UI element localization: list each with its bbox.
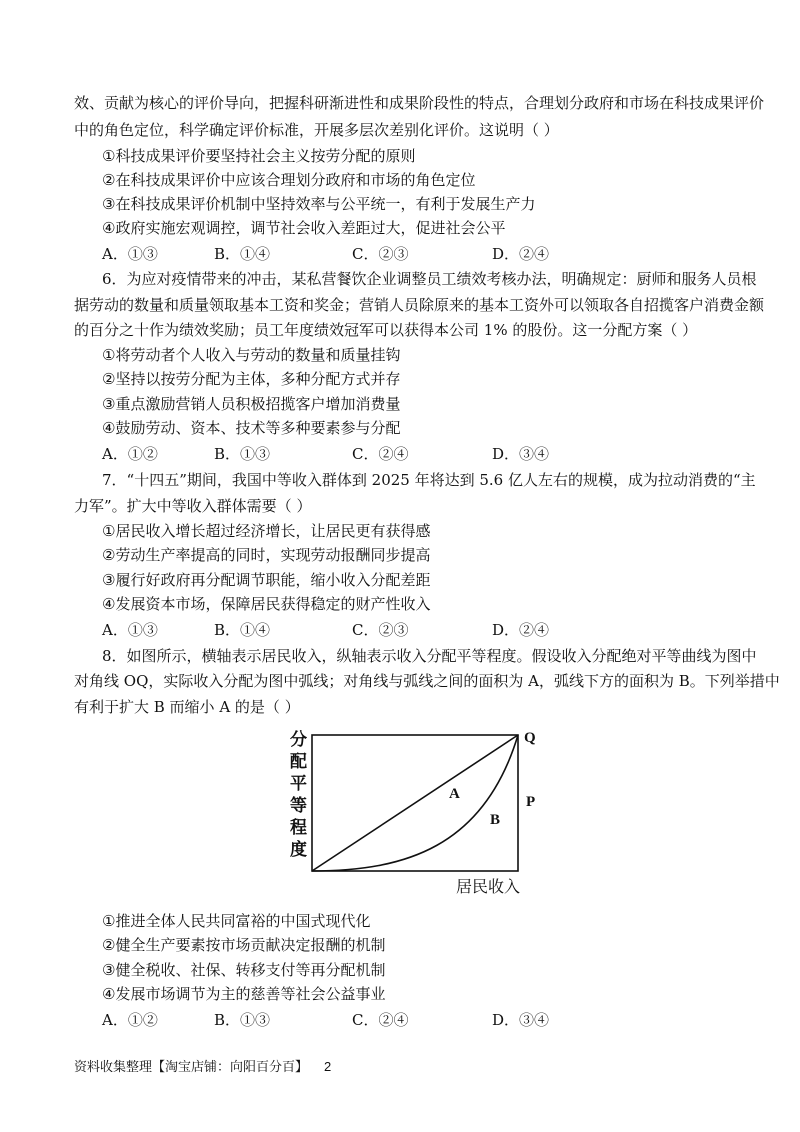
q7-item-2: ②劳动生产率提高的同时，实现劳动报酬同步提高 bbox=[102, 547, 431, 564]
q7-stem-line-2: 力军”。扩大中等收入群体需要（ ） bbox=[74, 497, 312, 515]
q7-item-4: ④发展资本市场，保障居民获得稳定的财产性收入 bbox=[102, 596, 431, 613]
y-axis-label-char: 程 bbox=[290, 818, 307, 838]
q5-stem-line-2: 中的角色定位，科学确定评价标准，开展多层次差别化评价。这说明（ ） bbox=[74, 121, 559, 139]
footer-source-text: 资料收集整理【淘宝店铺：向阳百分百】 bbox=[74, 1060, 309, 1075]
q8-item-3: ③健全税收、社保、转移支付等再分配机制 bbox=[102, 962, 386, 979]
lorenz-curve-figure bbox=[284, 728, 544, 898]
q6-choice-a[interactable]: A．①② bbox=[102, 445, 158, 463]
q6-stem-line-1: 6．为应对疫情带来的冲击，某私营餐饮企业调整员工绩效考核办法，明确规定：厨师和服务人员根 bbox=[102, 270, 757, 288]
q8-item-1: ①推进全体人民共同富裕的中国式现代化 bbox=[102, 913, 371, 930]
area-a-label: A bbox=[449, 786, 460, 802]
q6-choices bbox=[102, 444, 722, 464]
q8-stem-line-1: 8．如图所示，横轴表示居民收入，纵轴表示收入分配平等程度。假设收入分配绝对平等曲线为图中 bbox=[102, 647, 757, 665]
y-axis-label-char: 等 bbox=[290, 796, 307, 816]
page-footer bbox=[74, 1058, 331, 1077]
q8-item-2: ②健全生产要素按市场贡献决定报酬的机制 bbox=[102, 937, 386, 954]
x-axis-label: 居民收入 bbox=[456, 877, 521, 896]
q7-choices bbox=[102, 620, 722, 640]
page-number: 2 bbox=[324, 1059, 332, 1074]
q5-item-3: ③在科技成果评价机制中坚持效率与公平统一，有利于发展生产力 bbox=[102, 196, 536, 213]
q8-choices bbox=[102, 1010, 722, 1030]
q5-item-2: ②在科技成果评价中应该合理划分政府和市场的角色定位 bbox=[102, 172, 476, 189]
q8-choice-d[interactable]: D．③④ bbox=[492, 1011, 550, 1029]
q5-choices bbox=[102, 244, 722, 264]
q7-item-3: ③履行好政府再分配调节职能，缩小收入分配差距 bbox=[102, 572, 431, 589]
q7-choice-d[interactable]: D．②④ bbox=[492, 621, 550, 639]
q7-item-1: ①居民收入增长超过经济增长，让居民更有获得感 bbox=[102, 523, 431, 540]
point-q-label: Q bbox=[524, 730, 536, 746]
q6-item-3: ③重点激励营销人员积极招揽客户增加消费量 bbox=[102, 396, 401, 413]
q7-stem-line-1: 7．“十四五”期间，我国中等收入群体到 2025 年将达到 5.6 亿人左右的规模，成为拉动消费的“主 bbox=[102, 471, 756, 489]
equality-diagonal-oq bbox=[312, 735, 518, 871]
y-axis-label-char: 配 bbox=[290, 752, 307, 772]
q7-choice-b[interactable]: B．①④ bbox=[214, 621, 271, 639]
q5-choice-c[interactable]: C．②③ bbox=[352, 245, 409, 263]
q6-item-2: ②坚持以按劳分配为主体，多种分配方式并存 bbox=[102, 371, 401, 388]
q6-stem-line-3: 的百分之十作为绩效奖励；员工年度绩效冠军可以获得本公司 1% 的股份。这一分配方案（ ） bbox=[74, 321, 698, 339]
q6-item-4: ④鼓励劳动、资本、技术等多种要素参与分配 bbox=[102, 420, 401, 437]
point-p-label: P bbox=[526, 794, 536, 810]
q7-choice-a[interactable]: A．①③ bbox=[102, 621, 158, 639]
y-axis-label-char: 分 bbox=[290, 730, 307, 750]
q8-stem-line-2: 对角线 OQ，实际收入分配为图中弧线；对角线与弧线之间的面积为 A，弧线下方的面积为 B。下列举措中 bbox=[74, 672, 780, 690]
q5-item-4: ④政府实施宏观调控，调节社会收入差距过大，促进社会公平 bbox=[102, 220, 506, 237]
lorenz-curve-svg bbox=[284, 728, 544, 898]
q5-choice-d[interactable]: D．②④ bbox=[492, 245, 550, 263]
q6-item-1: ①将劳动者个人收入与劳动的数量和质量挂钩 bbox=[102, 347, 401, 364]
q8-stem-line-3: 有利于扩大 B 而缩小 A 的是（ ） bbox=[74, 698, 300, 716]
q7-choice-c[interactable]: C．②③ bbox=[352, 621, 409, 639]
q5-item-1: ①科技成果评价要坚持社会主义按劳分配的原则 bbox=[102, 148, 416, 165]
y-axis-label-char: 平 bbox=[290, 774, 307, 794]
q6-choice-d[interactable]: D．③④ bbox=[492, 445, 550, 463]
q8-choice-a[interactable]: A．①② bbox=[102, 1011, 158, 1029]
q5-choice-b[interactable]: B．①④ bbox=[214, 245, 271, 263]
q8-item-4: ④发展市场调节为主的慈善等社会公益事业 bbox=[102, 986, 386, 1003]
q6-choice-c[interactable]: C．②④ bbox=[352, 445, 409, 463]
q8-choice-c[interactable]: C．②④ bbox=[352, 1011, 409, 1029]
q6-stem-line-2: 据劳动的数量和质量领取基本工资和奖金；营销人员除原来的基本工资外可以领取各自招揽客户消费金额 bbox=[74, 296, 765, 314]
q6-choice-b[interactable]: B．①③ bbox=[214, 445, 271, 463]
y-axis-label-char: 度 bbox=[290, 840, 307, 860]
q5-stem-line-1: 效、贡献为核心的评价导向，把握科研渐进性和成果阶段性的特点，合理划分政府和市场在科技成果评价 bbox=[74, 94, 765, 112]
area-b-label: B bbox=[490, 812, 501, 828]
q8-choice-b[interactable]: B．①③ bbox=[214, 1011, 271, 1029]
q5-choice-a[interactable]: A．①③ bbox=[102, 245, 158, 263]
